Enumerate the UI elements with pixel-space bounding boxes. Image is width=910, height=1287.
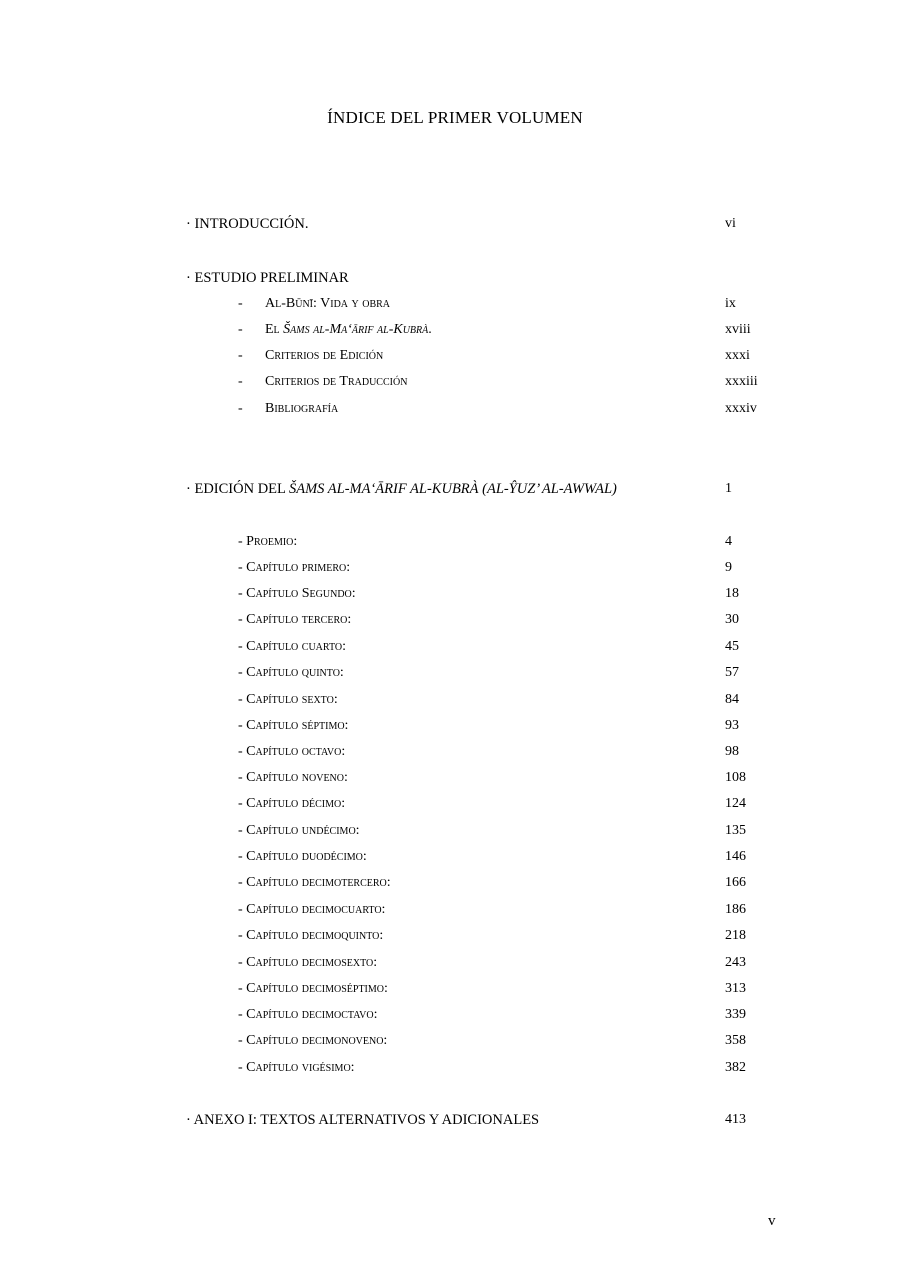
- toc-chapter-entry: [186, 560, 786, 584]
- toc-entry-label: - Criterios de Traducción: [238, 374, 408, 389]
- toc-chapter-entry: [186, 692, 786, 716]
- toc-entry-label: - Capítulo undécimo:: [238, 823, 360, 838]
- toc-entry-page: 382: [725, 1060, 746, 1075]
- toc-entry-label: - Capítulo séptimo:: [238, 718, 349, 733]
- toc-entry-page: 9: [725, 560, 732, 575]
- toc-entry-edicion: [186, 481, 786, 505]
- toc-chapter-entry: [186, 955, 786, 979]
- toc-entry-label: - Capítulo Segundo:: [238, 586, 356, 601]
- toc-entry-label: · EDICIÓN DEL ŠAMS AL-MA‘ĀRIF AL-KUBRÀ (AL-ŶUZ’ AL-AWWAL): [186, 481, 617, 497]
- toc-entry-label: - El Šams al-Ma‘ārif al-Kubrà.: [238, 322, 432, 337]
- toc-entry-page: 358: [725, 1033, 746, 1048]
- toc-chapter-entry: [186, 744, 786, 768]
- toc-entry-label: - Capítulo octavo:: [238, 744, 346, 759]
- toc-subentry: [186, 374, 786, 398]
- toc-subentry: [186, 322, 786, 346]
- toc-entry-page: 18: [725, 586, 739, 601]
- toc-entry-label: - Capítulo tercero:: [238, 612, 352, 627]
- toc-chapter-entry: [186, 612, 786, 636]
- toc-entry-label: - Criterios de Edición: [238, 348, 384, 363]
- toc-subentry: [186, 296, 786, 320]
- toc-chapter-entry: [186, 823, 786, 847]
- toc-entry-page: 124: [725, 796, 746, 811]
- toc-entry-page: 108: [725, 770, 746, 785]
- toc-entry-label: - Capítulo noveno:: [238, 770, 348, 785]
- toc-entry-label: - Capítulo decimonoveno:: [238, 1033, 388, 1048]
- toc-entry-page: 413: [725, 1112, 746, 1127]
- toc-entry-page: 45: [725, 639, 739, 654]
- toc-entry-page: 243: [725, 955, 746, 970]
- toc-entry-page: xviii: [725, 322, 751, 337]
- toc-entry-label: - Capítulo decimoséptimo:: [238, 981, 388, 996]
- toc-entry-label: - Al-Būnī: Vida y obra: [238, 296, 391, 311]
- toc-entry-label: - Capítulo primero:: [238, 560, 351, 575]
- toc-entry-label: - Capítulo vigésimo:: [238, 1060, 355, 1075]
- toc-entry-label: · INTRODUCCIÓN.: [186, 216, 309, 232]
- toc-entry-page: 166: [725, 875, 746, 890]
- toc-entry-page: vi: [725, 216, 736, 231]
- toc-chapter-entry: [186, 902, 786, 926]
- toc-entry-page: 30: [725, 612, 739, 627]
- toc-chapter-entry: [186, 718, 786, 742]
- toc-entry-label: - Capítulo cuarto:: [238, 639, 346, 654]
- toc-entry-label: · ESTUDIO PRELIMINAR: [186, 270, 349, 286]
- toc-entry-label: · ANEXO I: TEXTOS ALTERNATIVOS Y ADICIONALES: [186, 1112, 540, 1128]
- toc-subentry: [186, 401, 786, 425]
- toc-entry-label: - Proemio:: [238, 534, 298, 549]
- toc-entry-label: - Capítulo decimocuarto:: [238, 902, 386, 917]
- toc-entry-page: 84: [725, 692, 739, 707]
- toc-entry-label: - Bibliografía: [238, 401, 339, 416]
- toc-entry-page: xxxi: [725, 348, 750, 363]
- toc-chapter-entry: [186, 1033, 786, 1057]
- toc-entry-introduccion: [186, 216, 786, 240]
- toc-entry-label: - Capítulo décimo:: [238, 796, 346, 811]
- toc-entry-page: 1: [725, 481, 732, 496]
- page-title: ÍNDICE DEL PRIMER VOLUMEN: [327, 108, 583, 127]
- toc-chapter-entry: [186, 586, 786, 610]
- toc-entry-page: 186: [725, 902, 746, 917]
- toc-chapter-entry: [186, 1060, 786, 1084]
- toc-chapter-entry: [186, 928, 786, 952]
- toc-entry-estudio-preliminar: [186, 270, 786, 294]
- toc-entry-page: 146: [725, 849, 746, 864]
- toc-entry-page: 339: [725, 1007, 746, 1022]
- toc-entry-page: 4: [725, 534, 732, 549]
- page-number: v: [768, 1213, 776, 1229]
- toc-entry-page: xxxiii: [725, 374, 758, 389]
- toc-entry-label: - Capítulo decimotercero:: [238, 875, 391, 890]
- toc-chapter-entry: [186, 639, 786, 663]
- toc-chapter-entry: [186, 1007, 786, 1031]
- toc-entry-page: xxxiv: [725, 401, 757, 416]
- toc-entry-page: 135: [725, 823, 746, 838]
- toc-chapter-entry: [186, 875, 786, 899]
- toc-entry-page: ix: [725, 296, 736, 311]
- toc-entry-label: - Capítulo sexto:: [238, 692, 338, 707]
- toc-entry-page: 218: [725, 928, 746, 943]
- toc-entry-label: - Capítulo duodécimo:: [238, 849, 367, 864]
- toc-chapter-entry: [186, 981, 786, 1005]
- toc-chapter-entry: [186, 665, 786, 689]
- toc-subentry: [186, 348, 786, 372]
- toc-entry-anexo: [186, 1112, 786, 1136]
- toc-entry-label: - Capítulo decimosexto:: [238, 955, 378, 970]
- toc-chapter-entry: [186, 849, 786, 873]
- toc-chapter-entry: [186, 796, 786, 820]
- toc-entry-page: 98: [725, 744, 739, 759]
- toc-entry-label: - Capítulo decimoctavo:: [238, 1007, 378, 1022]
- toc-chapter-entry: [186, 770, 786, 794]
- toc-entry-page: 313: [725, 981, 746, 996]
- toc-entry-page: 93: [725, 718, 739, 733]
- toc-entry-page: 57: [725, 665, 739, 680]
- toc-chapter-entry: [186, 534, 786, 558]
- toc-entry-label: - Capítulo quinto:: [238, 665, 344, 680]
- toc-entry-label: - Capítulo decimoquinto:: [238, 928, 384, 943]
